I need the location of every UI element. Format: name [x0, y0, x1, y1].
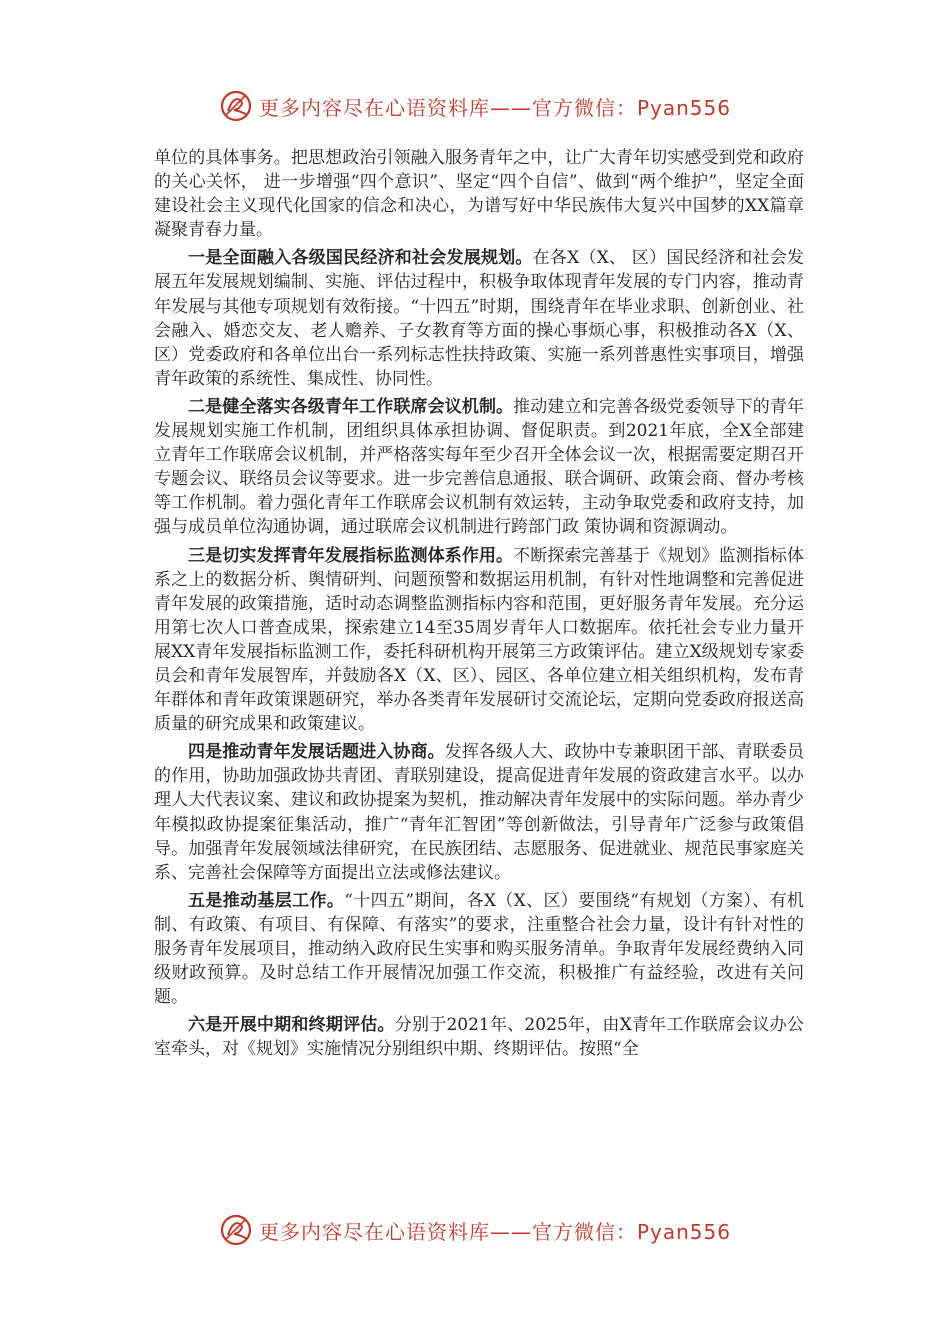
paragraph-2	[154, 395, 804, 540]
watermark-text: 更多内容尽在心语资料库——官方微信：Pyan556	[258, 1219, 731, 1244]
paragraph-text: 发挥各级人大、政协中专兼职团干部、青联委员的作用，协助加强政协共青团、青联别建设，提高促进青年发展的资政建言水平。以办理人大代表议案、建议和政协提案为契机，推动解决青年发展中的实际问题。举办青少年模拟政协提案征集活动，推广“青年汇智团”等创新做法，引导青年广泛参与政策倡导。加强青年发展领域法律研究，在民族团结、志愿服务、促进就业、规范民事家庭关系、完善社会保障等方面提出立法或修法建议。	[154, 742, 805, 883]
paragraph-heading: 三是切实发挥青年发展指标监测体系作用。	[188, 545, 514, 566]
paragraph-1	[154, 246, 804, 391]
paragraph-heading: 六是开展中期和终期评估。	[188, 1015, 395, 1036]
paragraph-3	[154, 544, 804, 737]
paragraph-4	[154, 740, 804, 885]
paragraph-text: 在各X（X、 区）国民经济和社会发展五年发展规划编制、实施、评估过程中，积极争取体现青年发展的专门内容，推动青年发展与其他专项规划有效衔接。“十四五”时期，围绕青年在毕业求职、创新创业、社会融入、婚恋交友、老人赡养、子女教育等方面的操心事烦心事，积极推动各X（X、区）党委政府和各单位出台一系列标志性扶持政策、实施一系列普惠性实事项目，增强青年政策的系统性、集成性、协同性。	[154, 248, 805, 389]
watermark-banner-bottom	[0, 1210, 950, 1250]
paragraph-heading: 二是健全落实各级青年工作联席会议机制。	[188, 396, 514, 417]
paragraph-6	[154, 1013, 804, 1061]
paragraph-heading: 五是推动基层工作。	[188, 890, 345, 911]
watermark-text: 更多内容尽在心语资料库——官方微信：Pyan556	[258, 95, 731, 120]
paragraph-5	[154, 889, 804, 1009]
paragraph-text: 分别于2021年、2025年，由X青年工作联席会议办公室牵头，对《规划》实施情况分别组织中期、终期评估。按照“全	[154, 1015, 804, 1060]
watermark-banner-top	[0, 86, 950, 126]
paragraph-heading: 四是推动青年发展话题进入协商。	[188, 742, 445, 763]
paragraph-text: 不断探索完善基于《规划》监测指标体系之上的数据分析、舆情研判、问题预警和数据运用机制，有针对性地调整和完善促进青年发展的政策措施，适时动态调整监测指标内容和范围，更好服务青年发展。充分运用第七次人口普查成果，探索建立14至35周岁青年人口数据库。依托社会专业力量开展XX青年发展指标监测工作，委托科研机构开展第三方政策评估。建立X级规划专家委员会和青年发展智库，并鼓励各X（X、区）、园区、各单位建立相关组织机构，发布青年群体和青年政策课题研究，举办各类青年发展研讨交流论坛，定期向党委政府报送高质量的研究成果和政策建议。	[154, 545, 804, 735]
signature-stamp-icon	[219, 89, 253, 123]
paragraph-text: “十四五”期间，各X（X、区）要围绕“有规划（方案）、有机制、有政策、有项目、有保障、有落实”的要求，注重整合社会力量，设计有针对性的服务青年发展项目，推动纳入政府民生实事和购买服务清单。争取青年发展经费纳入同级财政预算。及时总结工作开展情况加强工作交流，积极推广有益经验，改进有关问题。	[154, 890, 804, 1008]
intro-paragraph: 单位的具体事务。把思想政治引领融入服务青年之中，让广大青年切实感受到党和政府的关心关怀， 进一步增强“四个意识”、坚定“四个自信”、做到“两个维护”，坚定全面建设社会主义现代化国家的信念和决心，为谱写好中华民族伟大复兴中国梦的XX篇章凝聚青春力量。	[154, 148, 804, 241]
paragraph-heading: 一是全面融入各级国民经济和社会发展规划。	[188, 248, 533, 269]
paragraph-text: 推动建立和完善各级党委领导下的青年发展规划实施工作机制，团组织具体承担协调、督促职责。到2021年底，全X全部建立青年工作联席会议机制，并严格落实每年至少召开全体会议一次，根据需要定期召开专题会议、联络员会议等要求。进一步完善信息通报、联合调研、政策会商、督办考核等工作机制。着力强化青年工作联席会议机制有效运转，主动争取党委和政府支持，加强与成员单位沟通协调，通过联席会议机制进行跨部门政 策协调和资源调动。	[154, 396, 804, 538]
document-body	[154, 146, 804, 1061]
signature-stamp-icon	[219, 1213, 253, 1247]
